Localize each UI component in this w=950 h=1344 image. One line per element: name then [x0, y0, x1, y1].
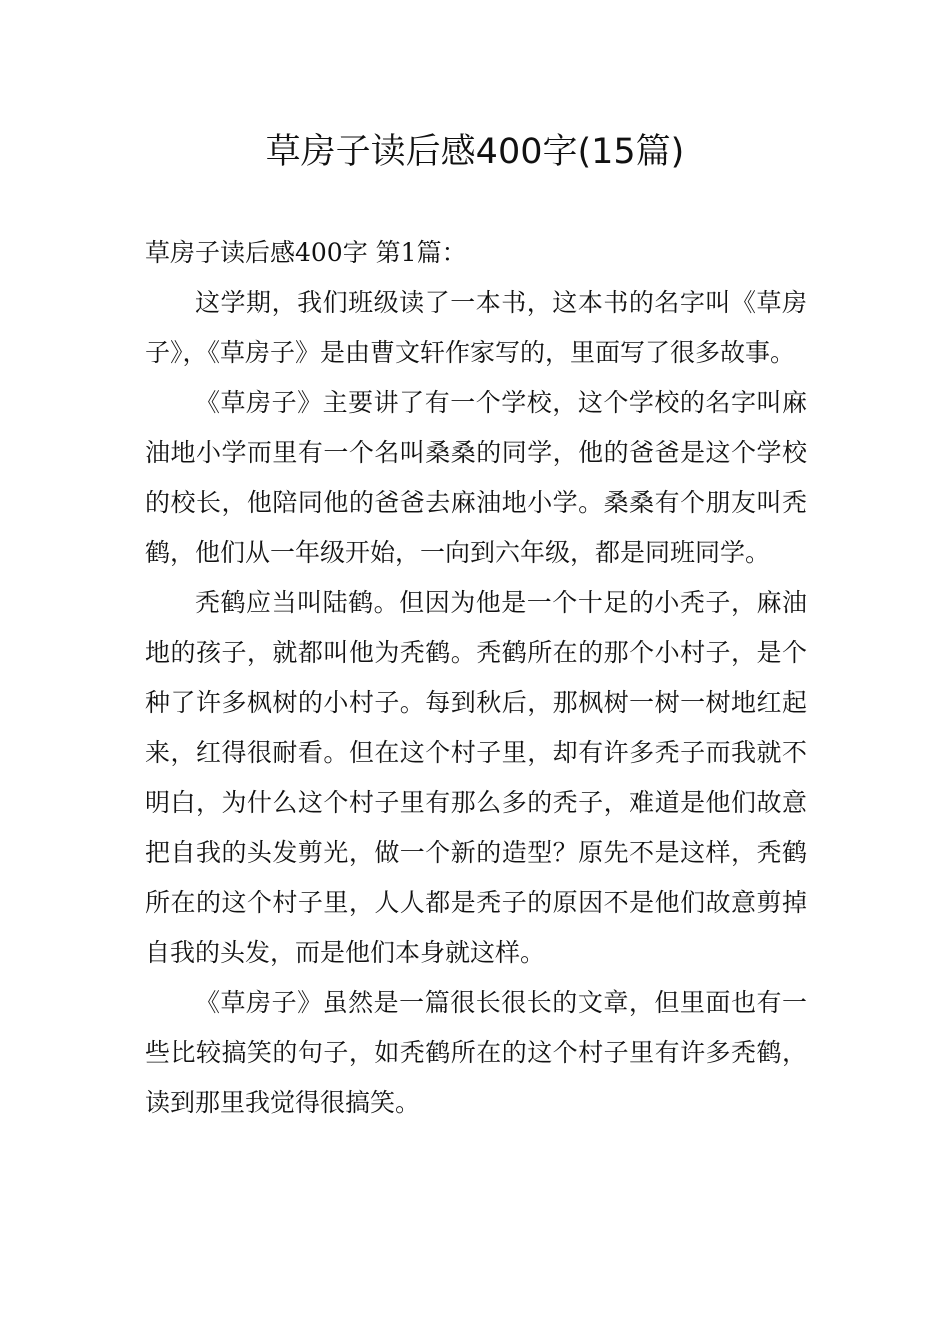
paragraph-3: 秃鹤应当叫陆鹤。但因为他是一个十足的小秃子，麻油地的孩子，就都叫他为秃鹤。秃鹤所在的那个小村子，是个种了许多枫树的小村子。每到秋后，那枫树一树一树地红起来，红得很耐看。但在这个村子里，却有许多秃子而我就不明白，为什么这个村子里有那么多的秃子，难道是他们故意把自我的头发剪光，做一个新的造型？原先不是这样，秃鹤所在的这个村子里，人人都是秃子的原因不是他们故意剪掉自我的头发，而是他们本身就这样。 — [145, 588, 807, 967]
section-heading: 草房子读后感400字 第1篇： — [145, 238, 467, 267]
paragraph-2: 《草房子》主要讲了有一个学校，这个学校的名字叫麻油地小学而里有一个名叫桑桑的同学，他的爸爸是这个学校的校长，他陪同他的爸爸去麻油地小学。桑桑有个朋友叫秃鹤，他们从一年级开始，一向到六年级，都是同班同学。 — [145, 388, 807, 567]
paragraph-1: 这学期，我们班级读了一本书，这本书的名字叫《草房子》，《草房子》是由曹文轩作家写的，里面写了很多故事。 — [145, 288, 807, 367]
paragraph-4: 《草房子》虽然是一篇很长很长的文章，但里面也有一些比较搞笑的句子，如秃鹤所在的这个村子里有许多秃鹤，读到那里我觉得很搞笑。 — [145, 988, 807, 1117]
document-body — [145, 228, 807, 1128]
document-title: 草房子读后感400字(15篇) — [265, 132, 685, 172]
